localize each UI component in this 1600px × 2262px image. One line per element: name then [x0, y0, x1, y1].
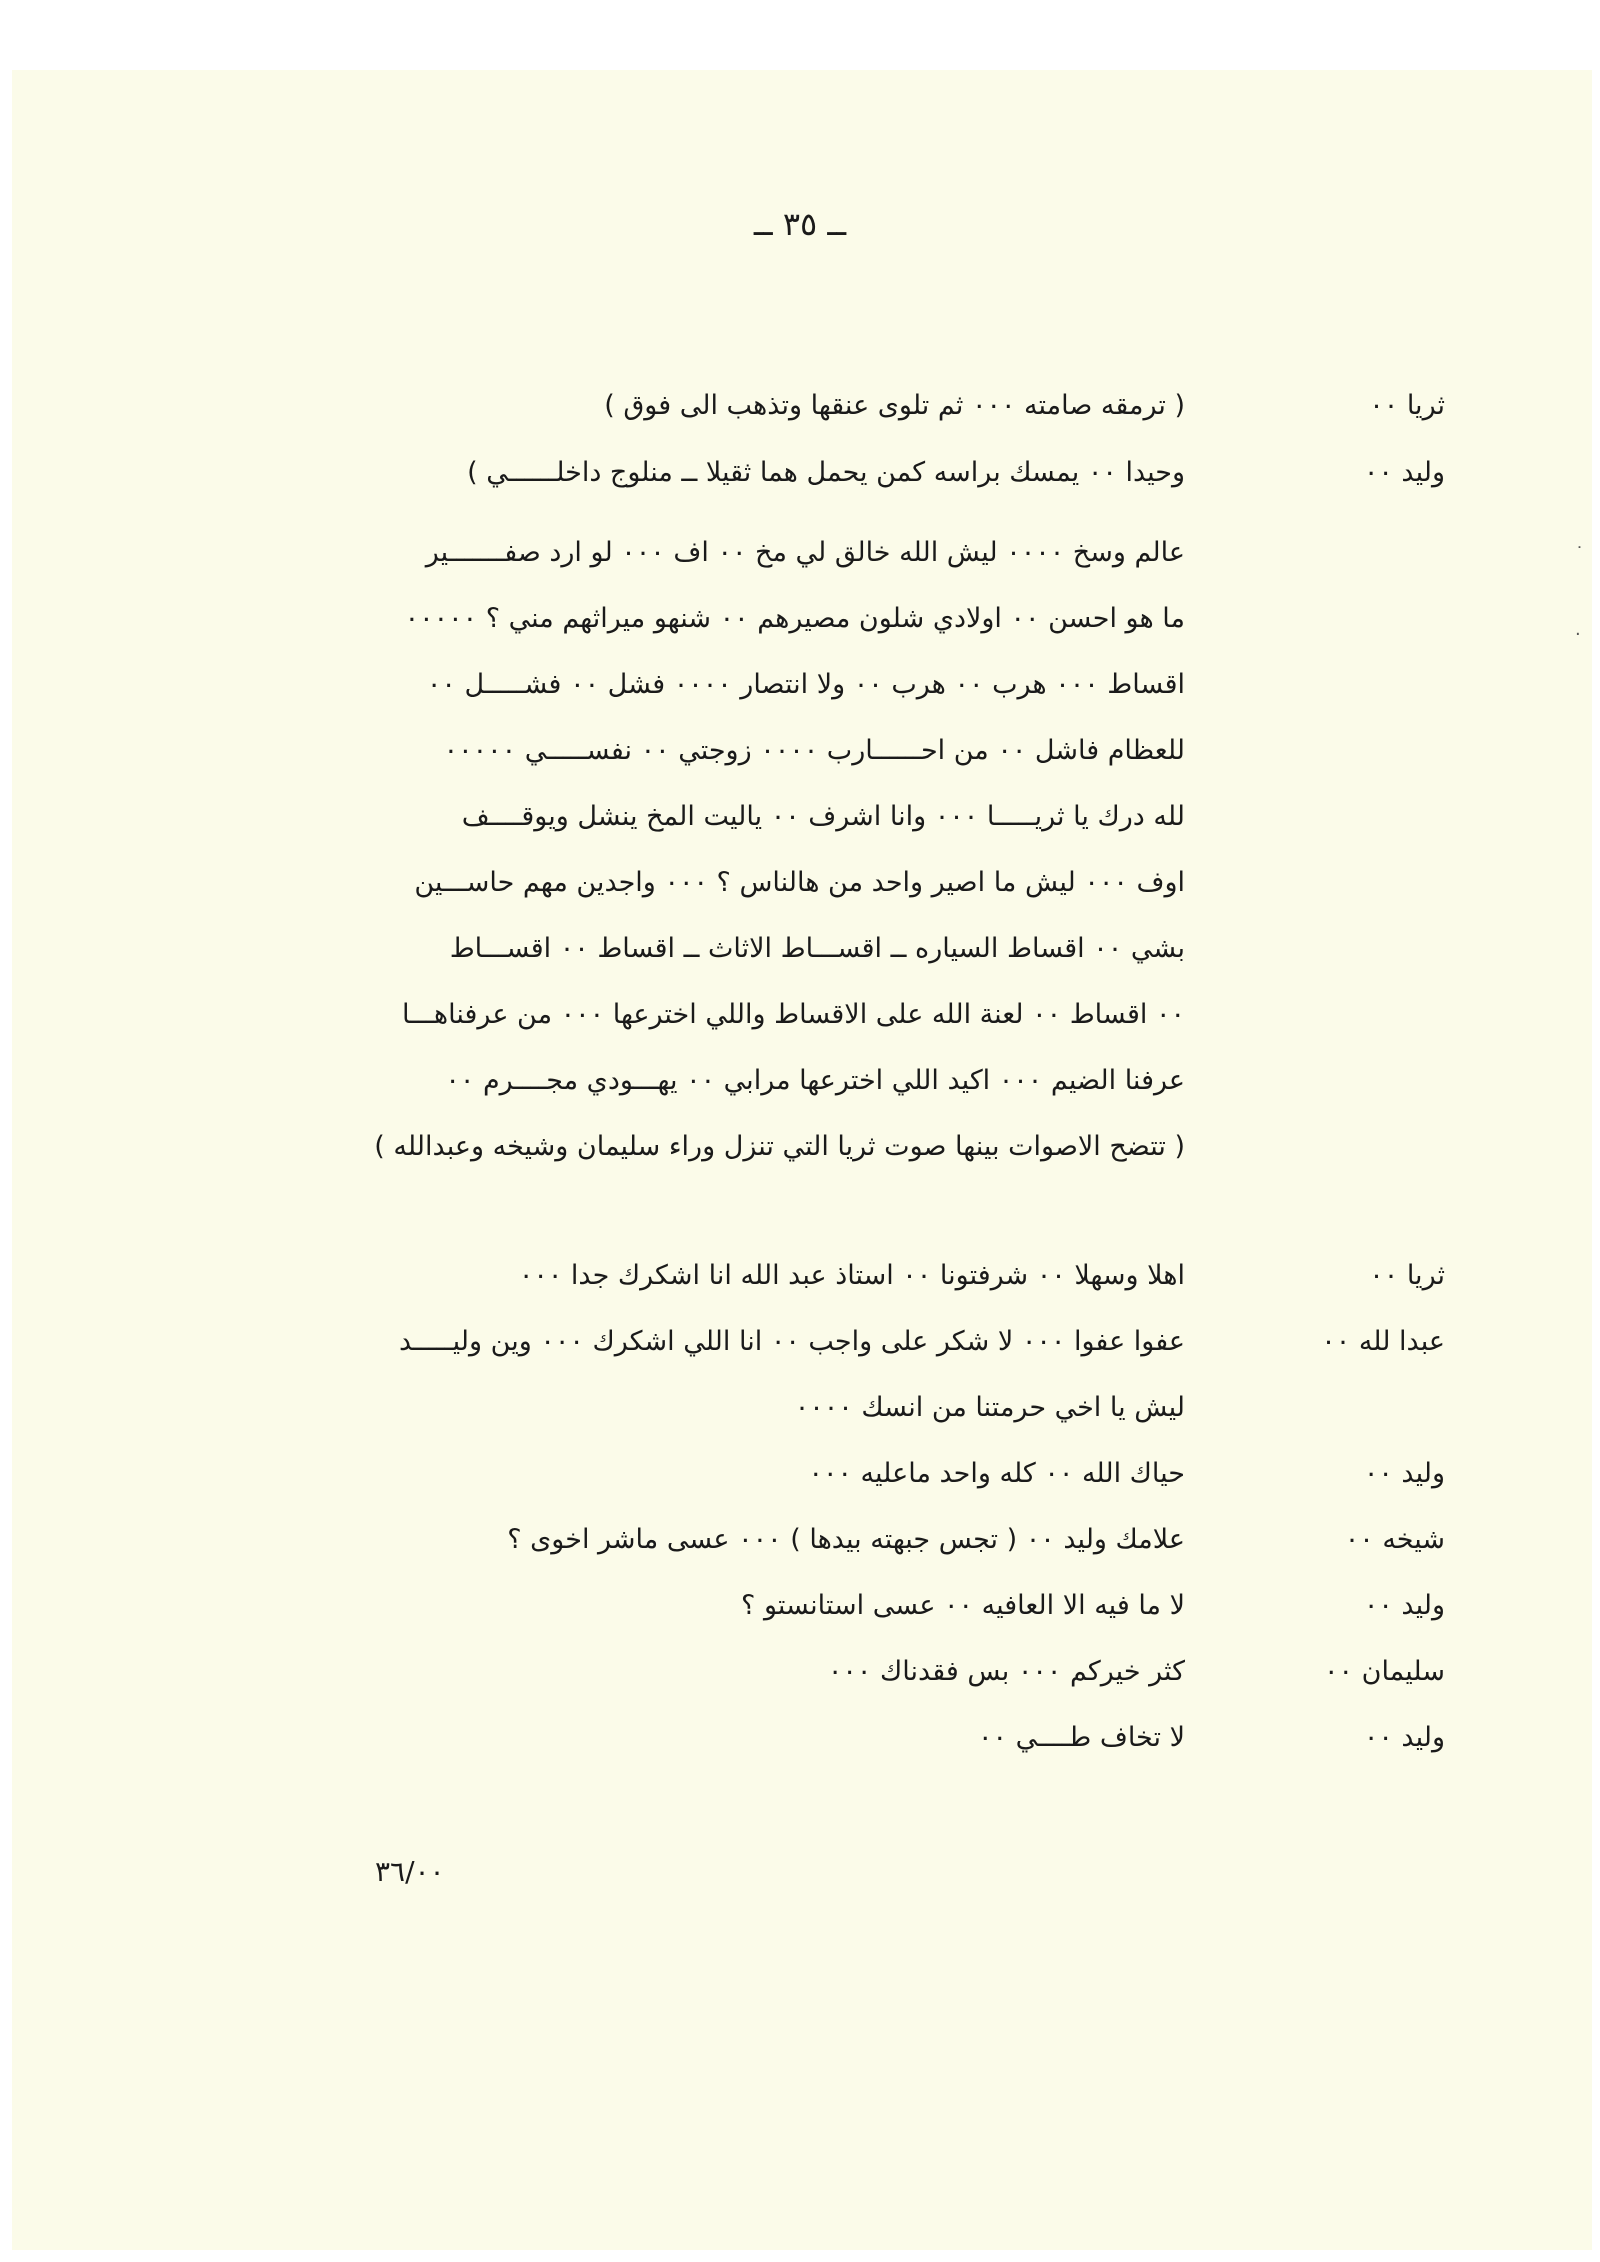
line-text: بشي ٠٠ اقساط السياره ــ اقســـاط الاثاث ــ اقساط ٠٠ اقســـاط	[449, 933, 1185, 964]
dialogue-line	[105, 652, 1445, 718]
dialogue-line	[105, 373, 1445, 439]
dialogue-line	[105, 1507, 1445, 1573]
dialogue-line	[105, 1375, 1445, 1441]
page-reference: ٣٦/٠٠	[375, 1855, 445, 1888]
speaker-name: وليد ٠٠	[1363, 1458, 1445, 1489]
line-text: اهلا وسهلا ٠٠ شرفتونا ٠٠ استاذ عبد الله انا اشكرك جدا ٠٠٠	[518, 1260, 1185, 1291]
line-text: ( تتضح الاصوات بينها صوت ثريا التي تنزل وراء سليمان وشيخه وعبدالله )	[374, 1131, 1185, 1162]
speaker-name: عبدا لله ٠٠	[1321, 1326, 1445, 1357]
line-text: عفوا عفوا ٠٠٠ لا شكر على واجب ٠٠ انا اللي اشكرك ٠٠٠ وين وليـــــد	[398, 1326, 1185, 1357]
dialogue-line	[105, 440, 1445, 506]
dialogue-line	[105, 520, 1445, 586]
line-text: لا تخاف طــــي ٠٠	[978, 1722, 1185, 1753]
dialogue-line	[105, 850, 1445, 916]
dialogue-line	[105, 1048, 1445, 1114]
line-text: وحيدا ٠٠ يمسك براسه كمن يحمل هما ثقيلا ــ منلوج داخلــــــي )	[467, 457, 1185, 488]
line-text: ما هو احسن ٠٠ اولادي شلون مصيرهم ٠٠ شنهو ميراثهم مني ؟ ٠٠٠٠٠	[404, 603, 1185, 634]
line-text: ( ترمقه صامته ٠٠٠ ثم تلوى عنقها وتذهب الى فوق )	[604, 390, 1185, 421]
scan-specks: ˙ ·	[1575, 544, 1584, 645]
dialogue-line	[105, 1114, 1445, 1180]
speaker-name: ثريا ٠٠	[1369, 390, 1445, 421]
line-text: عالم وسخ ٠٠٠٠ ليش الله خالق لي مخ ٠٠ اف ٠٠٠ لو ارد صفـــــــير	[425, 537, 1185, 568]
dialogue-line	[105, 718, 1445, 784]
line-text: لله درك يا ثريـــــا ٠٠٠ وانا اشرف ٠٠ ياليت المخ ينشل ويوقــــف	[461, 801, 1185, 832]
speaker-name: شيخه ٠٠	[1344, 1524, 1445, 1555]
line-text: اوف ٠٠٠ ليش ما اصير واحد من هالناس ؟ ٠٠٠ واجدين مهم حاســـين	[414, 867, 1185, 898]
line-text: لا ما فيه الا العافيه ٠٠ عسى استانستو ؟	[741, 1590, 1185, 1621]
dialogue-line	[105, 1705, 1445, 1771]
dialogue-line	[105, 1441, 1445, 1507]
page-number: ــ ٣٥ ــ	[753, 205, 847, 243]
dialogue-line	[105, 784, 1445, 850]
dialogue-line	[105, 1573, 1445, 1639]
dialogue-line	[105, 1309, 1445, 1375]
dialogue-line	[105, 586, 1445, 652]
line-text: كثر خيركم ٠٠٠ بس فقدناك ٠٠٠	[827, 1656, 1185, 1687]
speaker-name: سليمان ٠٠	[1324, 1656, 1445, 1687]
line-text: ليش يا اخي حرمتنا من انسك ٠٠٠٠	[794, 1392, 1185, 1423]
speaker-name: وليد ٠٠	[1363, 457, 1445, 488]
dialogue-line	[105, 982, 1445, 1048]
line-text: اقساط ٠٠٠ هرب ٠٠ هرب ٠٠ ولا انتصار ٠٠٠٠ فشل ٠٠ فشـــــل ٠٠	[426, 669, 1185, 700]
speaker-name: ثريا ٠٠	[1369, 1260, 1445, 1291]
dialogue-line	[105, 916, 1445, 982]
speaker-name: وليد ٠٠	[1363, 1590, 1445, 1621]
speaker-name: وليد ٠٠	[1363, 1722, 1445, 1753]
line-text: للعظام فاشل ٠٠ من احــــــارب ٠٠٠٠ زوجتي ٠٠ نفســـــي ٠٠٠٠٠	[443, 735, 1185, 766]
line-text: علامك وليد ٠٠ ( تجس جبهته بيدها ) ٠٠٠ عسى ماشر اخوى ؟	[507, 1524, 1185, 1555]
dialogue-line	[105, 1243, 1445, 1309]
line-text: ٠٠ اقساط ٠٠ لعنة الله على الاقساط واللي اخترعها ٠٠٠ من عرفناهـــا	[401, 999, 1185, 1030]
line-text: عرفنا الضيم ٠٠٠ اكيد اللي اخترعها مرابي ٠٠ يهـــودي مجــــرم ٠٠	[445, 1065, 1185, 1096]
dialogue-line	[105, 1639, 1445, 1705]
line-text: حياك الله ٠٠ كله واحد ماعليه ٠٠٠	[808, 1458, 1185, 1489]
